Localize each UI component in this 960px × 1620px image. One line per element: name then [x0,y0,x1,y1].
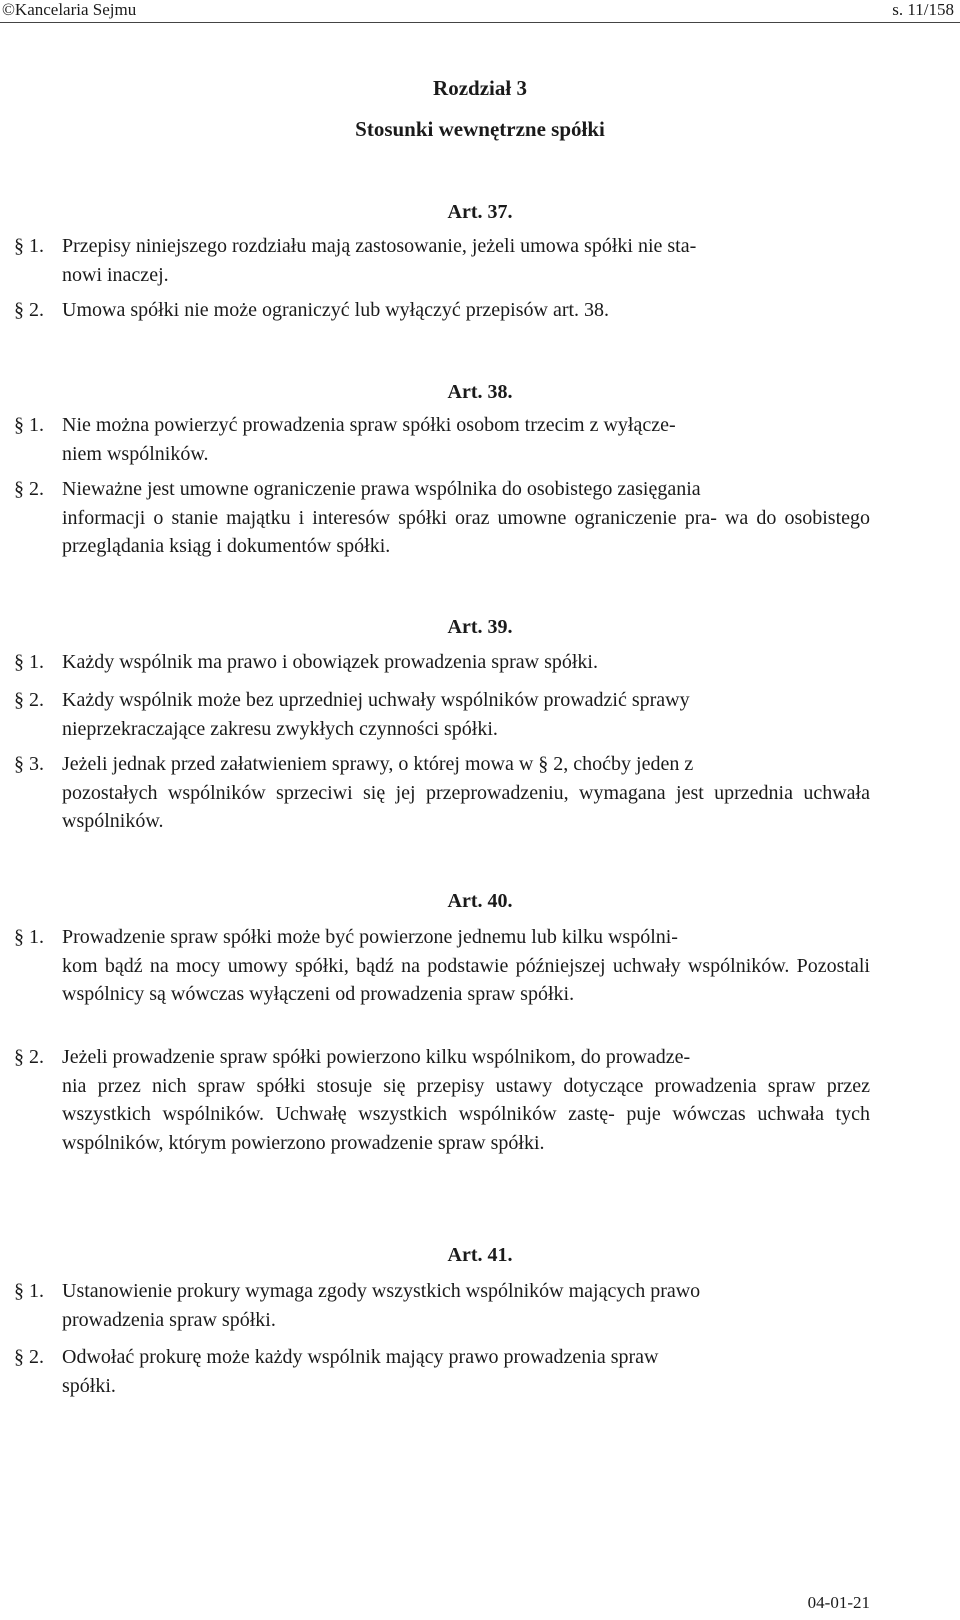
paragraph-number: § 2. [14,299,44,321]
article-heading: Art. 39. [447,616,513,638]
paragraph-number: § 1. [14,414,44,436]
document-code: 04-01-21 [807,1593,870,1612]
paragraph-text-continued: nieprzekraczające zakresu zwykłych czynności spółki. [62,717,498,740]
paragraph-text-continued: niem wspólników. [62,442,209,465]
paragraph-number: § 1. [14,235,44,257]
publisher-label: ©Kancelaria Sejmu [2,0,137,19]
article-heading: Art. 37. [447,201,513,223]
chapter-number: Rozdział 3 [433,76,527,100]
paragraph-number: § 1. [14,926,44,948]
chapter-title: Stosunki wewnętrzne spółki [355,117,605,141]
paragraph-text: Umowa spółki nie może ograniczyć lub wyłączyć przepisów art. 38. [62,299,610,321]
paragraph-number: § 1. [14,651,44,673]
paragraph-number: § 2. [14,478,44,500]
paragraph [14,686,870,743]
paragraph [14,1343,870,1400]
paragraph [14,923,870,1009]
paragraph [14,750,870,836]
paragraph-text: Nie można powierzyć prowadzenia spraw spółki osobom trzecim z wyłącze- [62,414,676,436]
paragraph [14,648,870,677]
paragraph-text-continued: kom bądź na mocy umowy spółki, bądź na podstawie późniejszej uchwały wspólników. Pozostali wspólnicy są wówczas wyłączeni od prowadzenia spraw spółki. [62,954,870,1005]
article-heading: Art. 38. [447,381,513,403]
paragraph-text: Każdy wspólnik może bez uprzedniej uchwały wspólników prowadzić sprawy [62,689,690,711]
paragraph-text-continued: prowadzenia spraw spółki. [62,1308,276,1331]
paragraph-text: Ustanowienie prokury wymaga zgody wszystkich wspólników mających prawo [62,1280,701,1302]
paragraph-text: Jeżeli prowadzenie spraw spółki powierzono kilku wspólnikom, do prowadze- [62,1046,691,1068]
article-heading: Art. 41. [447,1244,513,1266]
paragraph [14,232,870,289]
paragraph-text: Odwołać prokurę może każdy wspólnik mający prawo prowadzenia spraw [62,1346,659,1368]
paragraph-text: Jeżeli jednak przed załatwieniem sprawy, o której mowa w § 2, choćby jeden z [62,753,694,775]
paragraph [14,475,870,561]
paragraph-text: Każdy wspólnik ma prawo i obowiązek prowadzenia spraw spółki. [62,651,598,673]
paragraph-text-continued: pozostałych wspólników sprzeciwi się jej przeprowadzeniu, wymagana jest uprzednia uchwała wspólników. [62,781,870,832]
paragraph-text-continued: nowi inaczej. [62,263,169,286]
paragraph-number: § 3. [14,753,44,775]
page-header [0,0,960,23]
paragraph [14,1043,870,1157]
paragraph [14,411,870,468]
paragraph-text: Prowadzenie spraw spółki może być powierzone jednemu lub kilku wspólni- [62,926,678,948]
paragraph [14,296,870,325]
paragraph-number: § 2. [14,1046,44,1068]
paragraph [14,1277,870,1334]
paragraph-number: § 2. [14,1346,44,1368]
paragraph-number: § 2. [14,689,44,711]
article-heading: Art. 40. [447,890,513,912]
paragraph-text-continued: nia przez nich spraw spółki stosuje się przepisy ustawy dotyczące prowadzenia spraw przez wszystkich wspólników. Uchwałę wszystkich wspólników zastę- puje wówczas uchwała tych wspólników, którym powierzono prowadzenie spraw spółki. [62,1074,870,1154]
paragraph-text: Nieważne jest umowne ograniczenie prawa wspólnika do osobistego zasięgania [62,478,701,500]
paragraph-text: Przepisy niniejszego rozdziału mają zastosowanie, jeżeli umowa spółki nie sta- [62,235,697,257]
paragraph-text-continued: informacji o stanie majątku i interesów spółki oraz umowne ograniczenie pra- wa do osobistego przeglądania ksiąg i dokumentów spółki. [62,506,870,557]
paragraph-number: § 1. [14,1280,44,1302]
page-number: s. 11/158 [892,0,954,19]
paragraph-text-continued: spółki. [62,1374,116,1397]
